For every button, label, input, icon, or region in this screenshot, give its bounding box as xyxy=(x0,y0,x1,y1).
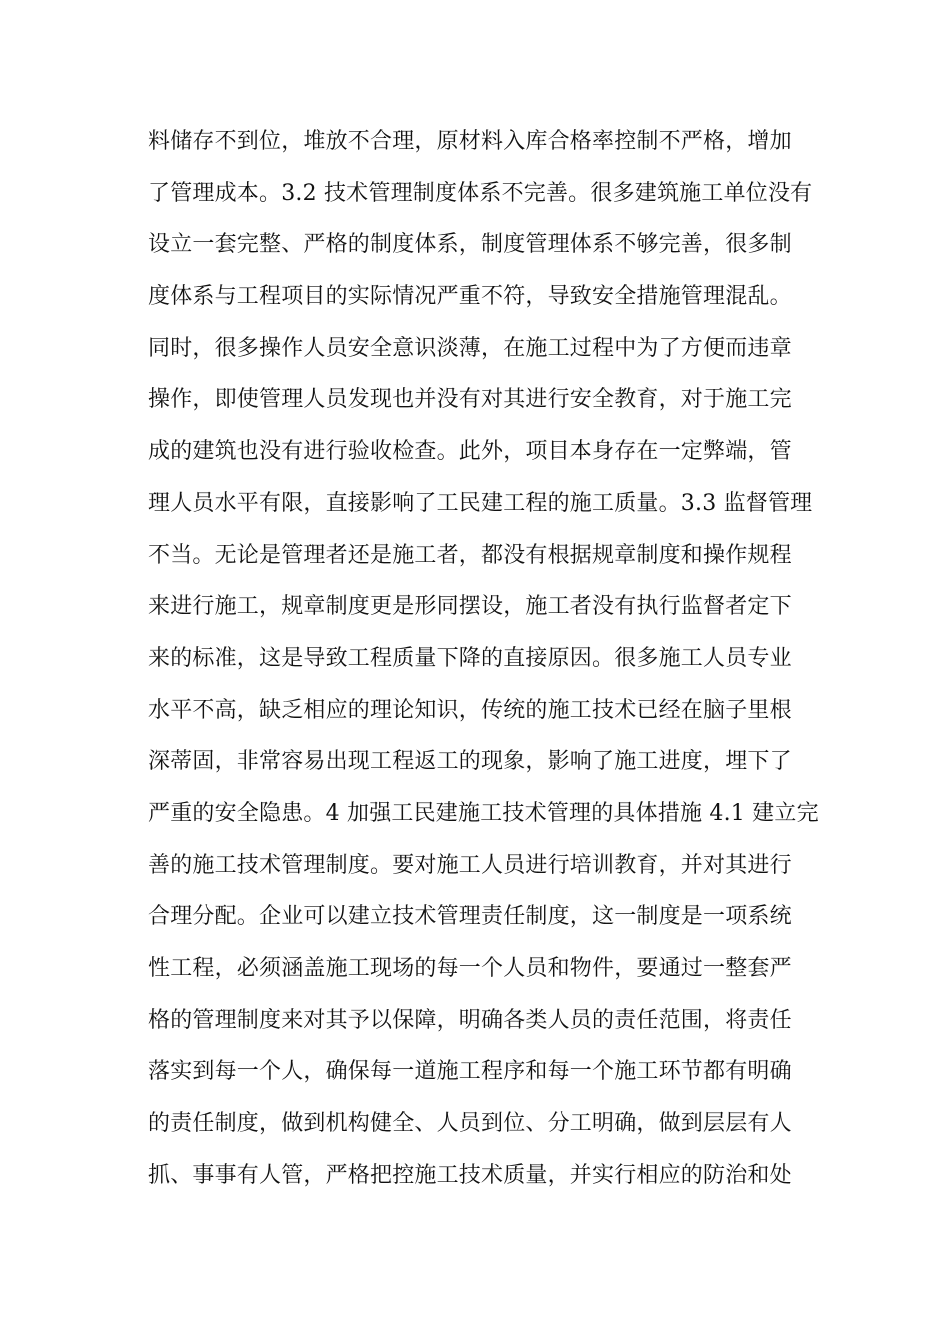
text-line: 格的管理制度来对其予以保障，明确各类人员的责任范围，将责任 xyxy=(148,1007,792,1033)
text-line: 来的标准，这是导致工程质量下降的直接原因。很多施工人员专业 xyxy=(148,645,792,671)
text-line: 善的施工技术管理制度。要对施工人员进行培训教育，并对其进行 xyxy=(148,852,792,878)
text-line: 水平不高，缺乏相应的理论知识，传统的施工技术已经在脑子里根 xyxy=(148,697,792,723)
text-line: 不当。无论是管理者还是施工者，都没有根据规章制度和操作规程 xyxy=(148,542,792,568)
text-line: 合理分配。企业可以建立技术管理责任制度，这一制度是一项系统 xyxy=(148,904,792,930)
text-line: 同时，很多操作人员安全意识淡薄，在施工过程中为了方便而违章 xyxy=(148,335,792,361)
body-paragraph xyxy=(148,116,819,1201)
text-line: 性工程，必须涵盖施工现场的每一个人员和物件，要通过一整套严 xyxy=(148,956,792,981)
text-line: 深蒂固，非常容易出现工程返工的现象，影响了施工进度，埋下了 xyxy=(148,749,792,775)
text-line: 度体系与工程项目的实际情况严重不符，导致安全措施管理混乱。 xyxy=(148,284,792,310)
text-line: 抓、事事有人管，严格把控施工技术质量，并实行相应的防治和处 xyxy=(148,1162,792,1188)
text-line: 来进行施工，规章制度更是形同摆设，施工者没有执行监督者定下 xyxy=(148,594,792,620)
text-line: 理人员水平有限，直接影响了工民建工程的施工质量。3.3 监督管理 xyxy=(148,490,813,516)
text-line: 料储存不到位，堆放不合理，原材料入库合格率控制不严格，增加 xyxy=(148,129,792,154)
text-line: 了管理成本。3.2 技术管理制度体系不完善。很多建筑施工单位没有 xyxy=(148,180,813,206)
text-line: 严重的安全隐患。4 加强工民建施工技术管理的具体措施 4.1 建立完 xyxy=(148,800,819,826)
text-line: 成的建筑也没有进行验收检查。此外，项目本身存在一定弊端，管 xyxy=(148,439,792,465)
text-line: 落实到每一个人，确保每一道施工程序和每一个施工环节都有明确 xyxy=(148,1059,792,1085)
text-line: 设立一套完整、严格的制度体系，制度管理体系不够完善，很多制 xyxy=(148,232,792,258)
text-line: 的责任制度，做到机构健全、人员到位、分工明确，做到层层有人 xyxy=(148,1111,792,1137)
text-line: 操作，即使管理人员发现也并没有对其进行安全教育，对于施工完 xyxy=(148,387,792,413)
